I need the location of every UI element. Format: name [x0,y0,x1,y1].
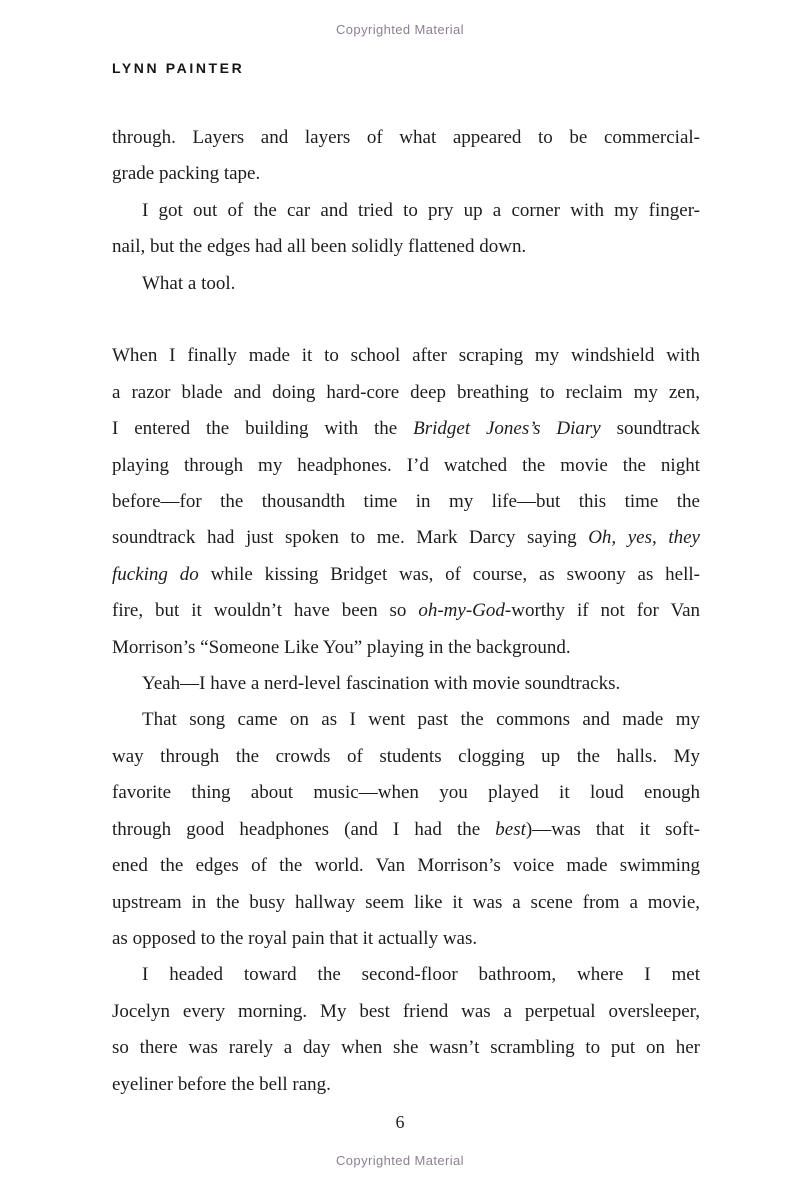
copyright-notice-bottom: Copyrighted Material [336,1153,464,1168]
text-segment: eyeliner before the bell rang. [112,1073,331,1095]
text-segment: upstream in the busy hallway seem like it was a scene from a movie, [112,891,700,913]
text-line [112,702,700,738]
text-line [112,484,700,520]
text-line [112,229,700,265]
text-segment: Morrison’s “Someone Like You” playing in the background. [112,636,571,658]
text-segment: soundtrack [600,418,700,440]
text-line [112,885,700,921]
body-paragraph [112,957,700,1103]
text-segment: while kissing Bridget was, of course, as swoony as hell- [198,563,700,585]
text-segment: playing through my headphones. I’d watched the movie the night [112,454,700,476]
body-paragraph [112,193,700,266]
text-line [112,193,700,229]
text-line [112,775,700,811]
text-line [112,520,700,556]
body-text-block [112,120,700,1103]
text-segment: That song came on as I went past the commons and made my [142,709,700,731]
italic-text-segment: oh-my-God [418,600,505,622]
text-segment: I entered the building with the [112,418,414,440]
text-segment: through good headphones (and I had the [112,818,496,840]
body-paragraph [112,666,700,702]
body-paragraph [112,266,700,302]
text-line [112,666,700,702]
text-segment: as opposed to the royal pain that it actually was. [112,927,478,949]
body-paragraph [112,120,700,193]
text-segment: When I finally made it to school after scraping my windshield with [112,345,700,367]
text-line [112,957,700,993]
copyright-notice-top: Copyrighted Material [336,22,464,37]
text-line [112,120,700,156]
body-paragraph [112,338,700,666]
text-line [112,994,700,1030]
page-number: 6 [395,1112,405,1132]
text-segment: fire, but it wouldn’t have been so [112,600,419,622]
text-segment: grade packing tape. [112,163,261,185]
text-line [112,739,700,775]
text-line [112,266,700,302]
italic-text-segment: Oh, yes, they [588,527,700,549]
text-line [112,338,700,374]
text-line [112,1067,700,1103]
text-segment: I headed toward the second-floor bathroom, where I met [142,964,700,986]
running-header-author: LYNN PAINTER [112,60,245,76]
body-paragraph [112,702,700,957]
text-line [112,630,700,666]
text-segment: way through the crowds of students clogging up the halls. My [112,745,700,767]
text-segment: What a tool. [142,272,236,294]
text-segment: soundtrack had just spoken to me. Mark Darcy saying [112,527,589,549]
italic-text-segment: best [495,818,526,840]
text-segment: a razor blade and doing hard-core deep breathing to reclaim my zen, [112,381,700,403]
text-segment: before—for the thousandth time in my life—but this time the [112,491,700,513]
text-segment: I got out of the car and tried to pry up a corner with my finger- [142,199,700,221]
text-line [112,557,700,593]
text-segment: favorite thing about music—when you played it loud enough [112,782,700,804]
text-segment: )—was that it soft- [525,818,700,840]
text-segment: Jocelyn every morning. My best friend was a perpetual oversleeper, [112,1000,700,1022]
text-segment: nail, but the edges had all been solidly flattened down. [112,236,527,258]
text-segment: so there was rarely a day when she wasn’t scrambling to put on her [112,1037,700,1059]
text-line [112,448,700,484]
text-segment: Yeah—I have a nerd-level fascination with movie soundtracks. [142,673,621,695]
text-segment: -worthy if not for Van [504,600,701,622]
text-segment: ened the edges of the world. Van Morrison’s voice made swimming [112,855,700,877]
text-line [112,921,700,957]
italic-text-segment: Bridget Jones’s Diary [413,418,601,440]
text-line [112,156,700,192]
text-segment: through. Layers and layers of what appeared to be commercial- [112,127,700,148]
italic-text-segment: fucking do [112,563,199,585]
text-line [112,411,700,447]
text-line [112,375,700,411]
text-line [112,593,700,629]
text-line [112,848,700,884]
text-line [112,1030,700,1066]
text-line [112,812,700,848]
